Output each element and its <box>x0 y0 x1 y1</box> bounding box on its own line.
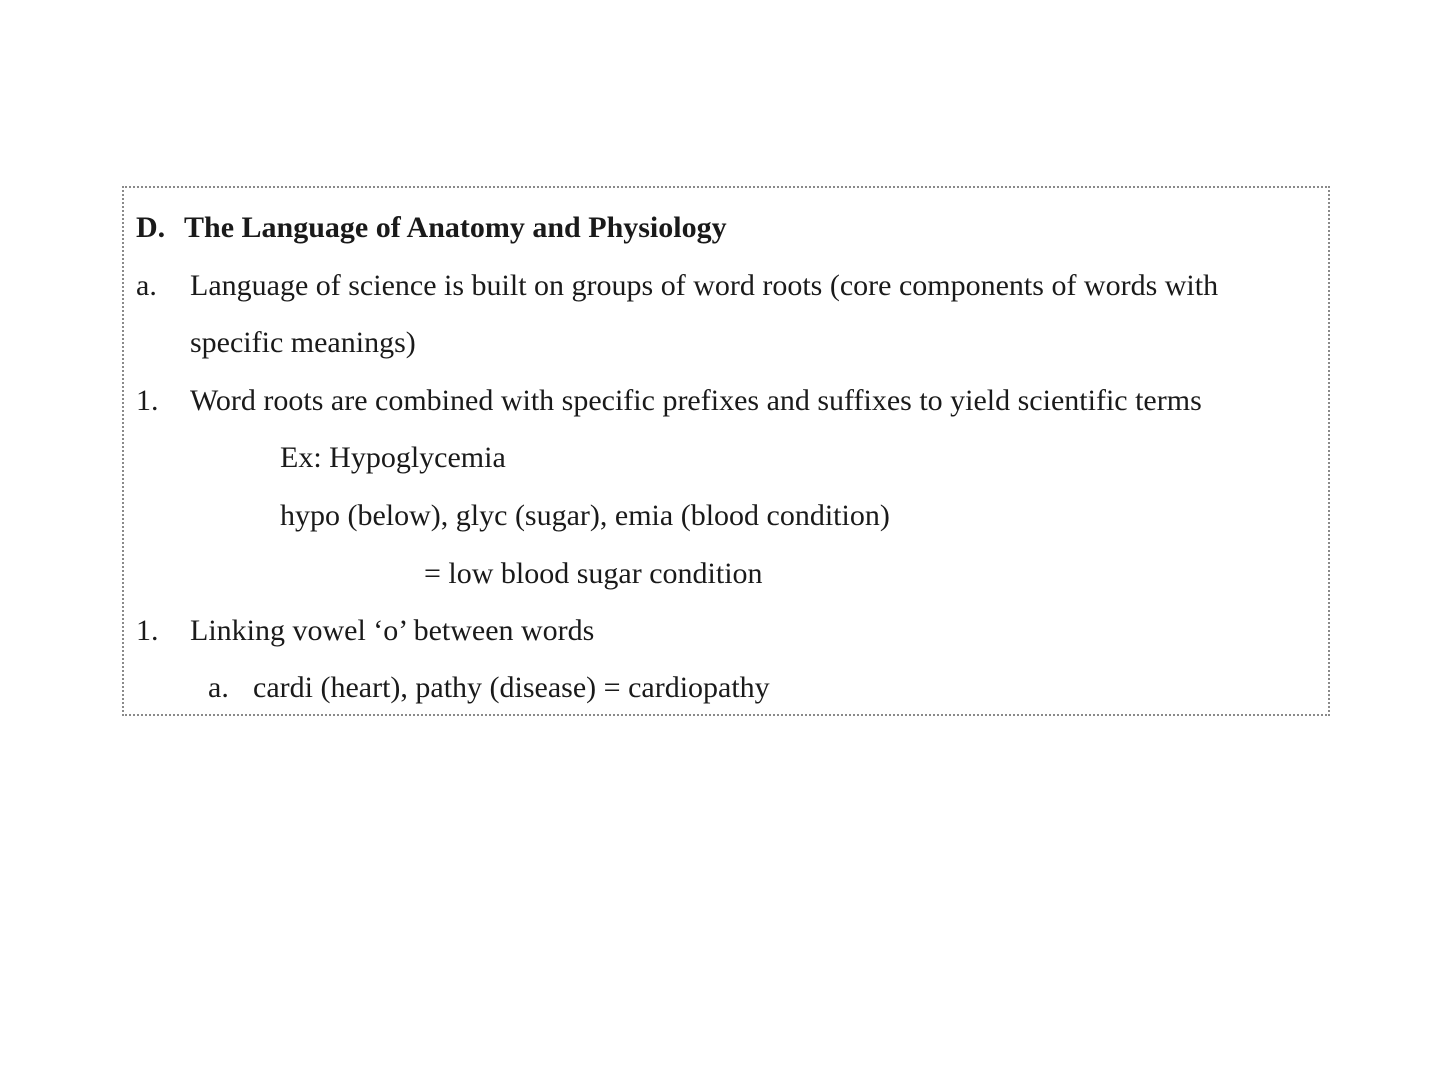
example-label: Ex: Hypoglycemia <box>280 441 506 474</box>
item-2-sub-text: cardi (heart), pathy (disease) = cardiopathy <box>253 671 770 704</box>
item-1-marker: 1. <box>136 384 159 417</box>
item-a-line2: specific meanings) <box>190 326 416 359</box>
example-result: = low blood sugar condition <box>424 557 763 590</box>
item-a-line1: Language of science is built on groups of word roots (core components of words with <box>190 269 1219 302</box>
item-2-sub-marker: a. <box>208 671 229 704</box>
section-title: The Language of Anatomy and Physiology <box>184 211 727 244</box>
section-heading <box>136 210 727 246</box>
item-2-text: Linking vowel ‘o’ between words <box>190 614 595 647</box>
item-2-marker: 1. <box>136 614 159 647</box>
example-breakdown: hypo (below), glyc (sugar), emia (blood condition) <box>280 499 890 532</box>
section-letter: D. <box>136 211 166 244</box>
item-1-text: Word roots are combined with specific prefixes and suffixes to yield scientific terms <box>190 384 1202 417</box>
item-a-marker: a. <box>136 269 157 302</box>
